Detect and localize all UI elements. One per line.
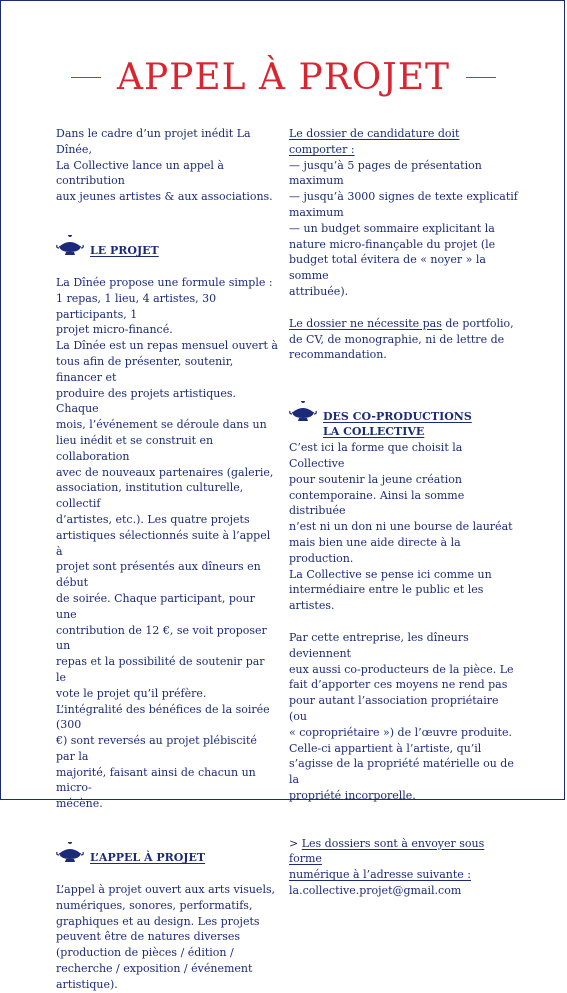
text-line: aux jeunes artistes & aux associations. <box>56 190 273 204</box>
text-line: La Dînée propose une formule simple : <box>56 275 273 289</box>
not-needed-emphasis: Le dossier ne nécessite pas <box>289 316 442 330</box>
text-line: eux aussi co-producteurs de la pièce. Le <box>289 662 514 676</box>
section-heading-appel <box>56 842 278 865</box>
tureen-icon <box>56 235 84 257</box>
heading-line-2: LA COLLECTIVE <box>323 425 425 439</box>
text-line: tous afin de présenter, soutenir, financer et <box>56 354 234 384</box>
projet-paragraph-2 <box>56 338 278 701</box>
text-line: majorité, faisant ainsi de chacun un micro- <box>56 765 256 795</box>
text-line: graphiques et au design. Les projets <box>56 914 260 928</box>
text-line: « copropriétaire ») de l’œuvre produite. <box>289 725 513 739</box>
appel-paragraph <box>56 882 278 993</box>
text-line: €) sont reversés au projet plébiscité par la <box>56 734 257 763</box>
text-line: produire des projets artistiques. Chaque <box>56 386 237 416</box>
text-line: — jusqu’à 5 pages de présentation <box>289 158 482 172</box>
text-line: artistiques sélectionnés suite à l’appel à <box>56 528 271 558</box>
title-rule-left <box>71 77 101 78</box>
tureen-icon <box>289 401 317 423</box>
text-line: de soirée. Chaque participant, pour une <box>56 591 255 621</box>
text-line: nature micro-finançable du projet (le <box>289 237 496 251</box>
text-line: maximum <box>289 205 344 219</box>
page-title: APPEL À PROJET <box>116 56 451 98</box>
section-heading-coprod <box>289 401 519 439</box>
text-line: vote le projet qu’il préfère. <box>56 686 207 700</box>
text-line: L’intégralité des bénéfices de la soirée (300 <box>56 702 270 732</box>
text-line: maximum <box>289 174 344 188</box>
text-line: L’appel à projet ouvert aux arts visuels, <box>56 883 276 897</box>
text-line: La Dînée est un repas mensuel ouvert à <box>56 339 278 353</box>
text-line: La Collective lance un appel à contribution <box>56 158 224 188</box>
tureen-icon <box>56 842 84 864</box>
text-line: de portfolio, <box>441 316 514 330</box>
text-line: C’est ici la forme que choisit la Collective <box>289 441 463 470</box>
dossier-block <box>289 126 519 300</box>
text-line: (production de pièces / édition / <box>56 946 234 960</box>
text-line: mois, l’événement se déroule dans un <box>56 418 267 432</box>
left-column <box>56 126 278 993</box>
send-line-1: Les dossiers sont à envoyer sous forme <box>289 836 485 866</box>
heading-line-1: DES CO-PRODUCTIONS <box>323 410 472 424</box>
text-line: Celle-ci appartient à l’artiste, qu’il <box>289 741 482 755</box>
text-line: association, institution culturelle, collectif <box>56 481 244 511</box>
text-line: peuvent être de natures diverses <box>56 930 241 944</box>
intro-text <box>56 126 278 205</box>
title-rule-right <box>466 77 496 78</box>
text-line: recommandation. <box>289 348 387 362</box>
text-line: repas et la possibilité de soutenir par le <box>56 655 265 684</box>
text-line: pour autant l’association propriétaire (ou <box>289 694 499 723</box>
text-line: s’agisse de la propriété matérielle ou de la <box>289 757 514 787</box>
text-line: pour soutenir la jeune création <box>289 472 462 486</box>
text-line: intermédiaire entre le public et les artistes. <box>289 583 484 613</box>
coprod-paragraph-2 <box>289 630 519 804</box>
title-bar <box>0 52 567 102</box>
section-heading-projet <box>56 235 278 258</box>
text-line: propriété incorporelle. <box>289 788 416 802</box>
coprod-paragraph-1 <box>289 440 519 614</box>
text-line: mais bien une aide directe à la production. <box>289 535 461 565</box>
text-line: numériques, sonores, performatifs, <box>56 898 253 912</box>
projet-paragraph-1 <box>56 275 278 338</box>
text-line: Dans le cadre d’un projet inédit La Dînée, <box>56 127 251 156</box>
section-heading-text: LE PROJET <box>90 243 159 257</box>
right-column <box>289 126 519 899</box>
text-line: d’artistes, etc.). Les quatre projets <box>56 512 250 526</box>
not-needed-block <box>289 316 519 363</box>
text-line: 1 repas, 1 lieu, 4 artistes, 30 participants, 1 <box>56 291 217 321</box>
text-line: projet micro-financé. <box>56 323 173 337</box>
text-line: n’est ni un don ni une bourse de lauréat <box>289 520 513 534</box>
text-line: La Collective se pense ici comme un <box>289 567 492 581</box>
text-line: de CV, de monographie, ni de lettre de <box>289 332 505 346</box>
text-line: — un budget sommaire explicitant la <box>289 221 495 235</box>
send-line-2: numérique à l’adresse suivante : <box>289 868 471 882</box>
text-line: contemporaine. Ainsi la somme distribuée <box>289 488 465 518</box>
text-line: projet sont présentés aux dîneurs en début <box>56 560 261 590</box>
text-line: Par cette entreprise, les dîneurs deviennent <box>289 630 469 660</box>
email-address[interactable]: la.collective.projet@gmail.com <box>289 884 462 898</box>
text-line: avec de nouveaux partenaires (galerie, <box>56 465 274 479</box>
text-line: contribution de 12 €, se voit proposer un <box>56 623 267 653</box>
text-line: fait d’apporter ces moyens ne rend pas <box>289 678 508 692</box>
projet-paragraph-3 <box>56 702 278 813</box>
send-block <box>289 836 519 899</box>
send-prefix: > <box>289 836 302 850</box>
text-line: recherche / exposition / événement <box>56 962 253 976</box>
section-heading-text: L’APPEL À PROJET <box>90 851 206 865</box>
text-line: mécène. <box>56 797 103 811</box>
section-heading-text <box>317 401 472 439</box>
text-line: artistique). <box>56 977 118 991</box>
text-line: lieu inédit et se construit en collaboration <box>56 433 214 463</box>
text-line: budget total évitera de « noyer » la somme <box>289 253 486 283</box>
text-line: attribuée). <box>289 284 349 298</box>
dossier-heading: Le dossier de candidature doit comporter : <box>289 127 460 156</box>
text-line: — jusqu’à 3000 signes de texte explicatif <box>289 190 518 204</box>
